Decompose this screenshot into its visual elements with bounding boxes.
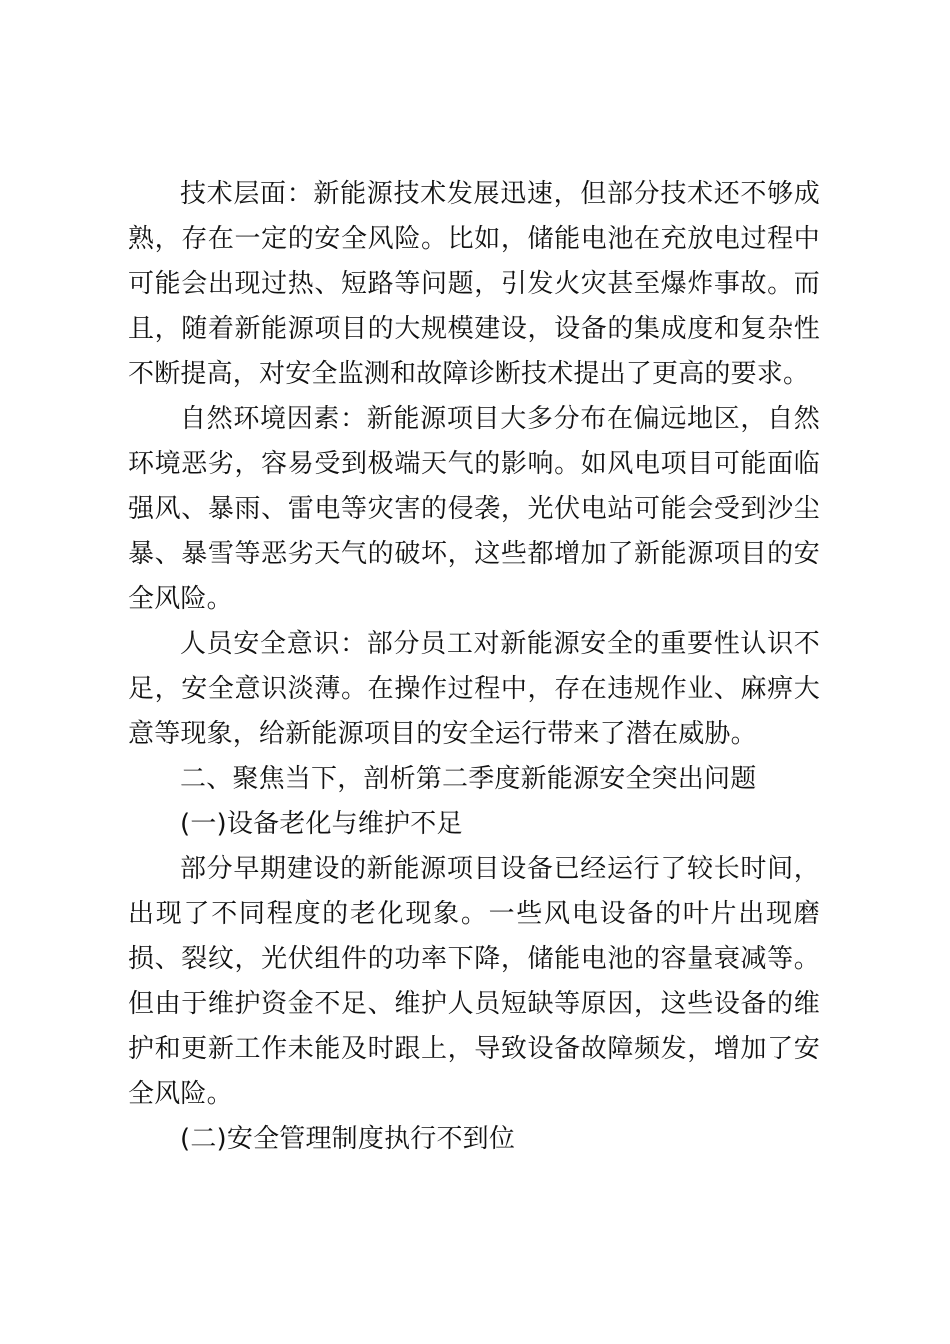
paragraph-equipment-aging: 部分早期建设的新能源项目设备已经运行了较长时间，出现了不同程度的老化现象。一些风电设备的叶片出现磨损、裂纹，光伏组件的功率下降，储能电池的容量衰减等。但由于维护资金不足、维护人员短缺等原因，这些设备的维护和更新工作未能及时跟上，导致设备故障频发，增加了安全风险。 (128, 854, 820, 1109)
paragraph-personnel-awareness: 人员安全意识：部分员工对新能源安全的重要性认识不足，安全意识淡薄。在操作过程中，存在违规作业、麻痹大意等现象，给新能源项目的安全运行带来了潜在威胁。 (128, 629, 820, 749)
paragraph-natural-environment: 自然环境因素：新能源项目大多分布在偏远地区，自然环境恶劣，容易受到极端天气的影响。如风电项目可能面临强风、暴雨、雷电等灾害的侵袭，光伏电站可能会受到沙尘暴、暴雪等恶劣天气的破坏，这些都增加了新能源项目的安全风险。 (128, 404, 820, 614)
subsection-heading-1: (一)设备老化与维护不足 (180, 809, 463, 839)
subsection-heading-2: (二)安全管理制度执行不到位 (180, 1124, 516, 1154)
paragraph-technical-level: 技术层面：新能源技术发展迅速，但部分技术还不够成熟，存在一定的安全风险。比如，储能电池在充放电过程中可能会出现过热、短路等问题，引发火灾甚至爆炸事故。而且，随着新能源项目的大规模建设，设备的集成度和复杂性不断提高，对安全监测和故障诊断技术提出了更高的要求。 (128, 179, 820, 389)
section-heading-2: 二、聚焦当下，剖析第二季度新能源安全突出问题 (180, 764, 757, 794)
document-body (128, 172, 820, 1162)
